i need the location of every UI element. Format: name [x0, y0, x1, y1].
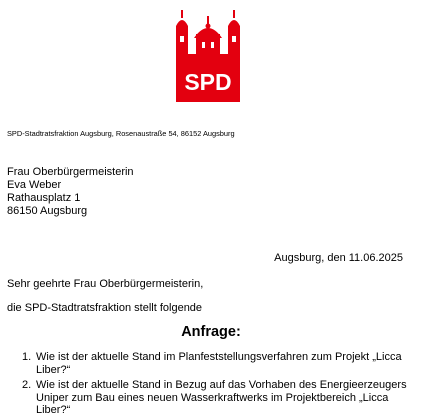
question-number: 1. [22, 351, 32, 363]
salutation: Sehr geehrte Frau Oberbürgermeisterin, [7, 278, 204, 290]
sender-address-line: SPD-Stadtratsfraktion Augsburg, Rosenaustraße 54, 86152 Augsburg [7, 129, 235, 138]
question-text-line: Liber?“ [36, 363, 71, 376]
recipient-title: Frau Oberbürgermeisterin [7, 166, 134, 178]
list-item [22, 351, 418, 376]
letter-date: Augsburg, den 11.06.2025 [274, 252, 403, 264]
question-text-line: Uniper zum Bau eines neuen Wasserkraftwerks im Projektbereich „Licca Liber?“ [36, 391, 389, 416]
question-list [22, 351, 418, 420]
recipient-name: Eva Weber [7, 179, 62, 191]
intro-text: die SPD-Stadtratsfraktion stellt folgende [7, 302, 203, 314]
recipient-city: 86150 Augsburg [7, 205, 88, 217]
list-item [22, 379, 418, 417]
logo-text: SPD [184, 69, 232, 95]
question-text-line: Wie ist der aktuelle Stand in Bezug auf das Vorhaben des Energieerzeugers [36, 379, 407, 391]
question-text-line: Wie ist der aktuelle Stand im Planfeststellungsverfahren zum Projekt „Licca [36, 351, 402, 363]
question-number: 2. [22, 379, 32, 391]
recipient-street: Rathausplatz 1 [7, 192, 81, 204]
city-hall-logo-icon [172, 8, 244, 104]
inquiry-heading: Anfrage: [181, 324, 241, 340]
recipient-address [7, 166, 134, 218]
spd-logo [172, 8, 244, 104]
